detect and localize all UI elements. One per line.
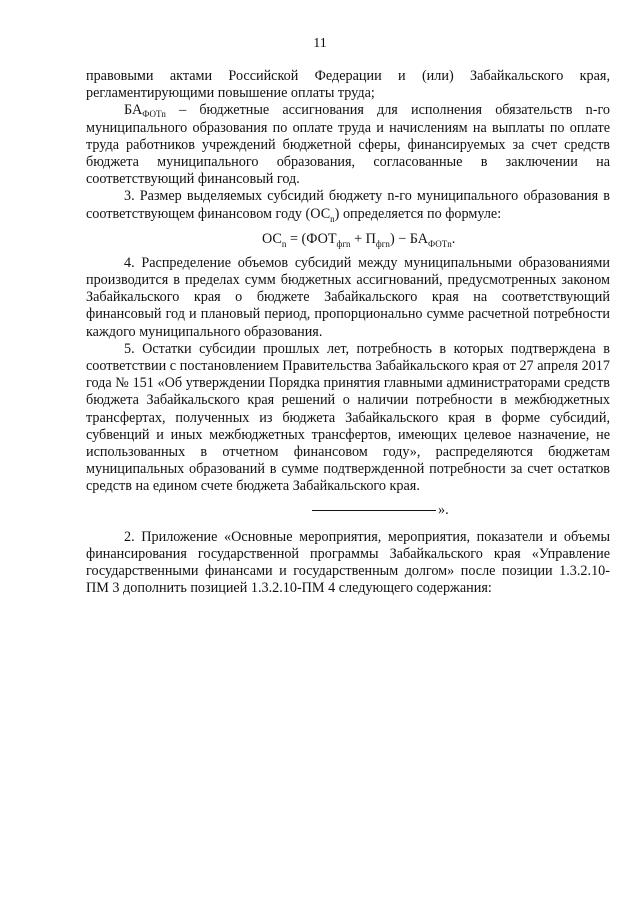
closing-rule [312, 510, 436, 511]
paragraph-item-5: 5. Остатки субсидии прошлых лет, потребность в которых подтверждена в соответствии с постановлением Правительства Забайкальского края от 27 апреля 2017 года № 151 «Об утверждении Порядка принятия главными администраторами средств бюджета Забайкальского края решений о наличии потребности в межбюджетных трансфертах, полученных из бюджета Забайкальского края в форме субсидий, субвенций и иных межбюджетных трансфертов, имеющих целевое назначение, не использованных в отчетном финансовом году», распределяются бюджетам муниципальных образований в сумме подтвержденной потребности за счет остатков средств на едином счете бюджета Забайкальского края. [86, 340, 610, 495]
subsidy-formula [86, 229, 610, 249]
paragraph-continuation: правовыми актами Российской Федерации и (или) Забайкальского края, регламентирующими повышение оплаты труда; [86, 68, 610, 102]
formula-ba-sub: ФОТn [427, 238, 452, 249]
formula-plus: + [350, 230, 366, 247]
page-number: 11 [313, 36, 327, 51]
item-3-text: 3. Размер выделяемых субсидий бюджету n-го муниципального образования в соответствующем финансовом году ( [86, 188, 610, 222]
formula-end: . [451, 230, 456, 247]
closing-quote: ». [438, 501, 449, 518]
formula-oc-sub: n [281, 238, 287, 249]
formula-minus: ) − [389, 230, 410, 247]
oc-symbol: ОС [310, 205, 331, 222]
ba-definition-text: – бюджетные ассигнования для исполнения обязательств n-го муниципального образования по оплате труда и начислениям на выплаты по оплате труда работников учреждений бюджетной сферы, финансируемых за счет средств бюджета муниципального образования, согласованные в заключении на соответствующий финансовый год. [86, 102, 610, 188]
paragraph-point-2: 2. Приложение «Основные мероприятия, мероприятия, показатели и объемы финансирования государственной программы Забайкальского края «Управление государственными финансами и государственным долгом» после позиции 1.3.2.10-ПМ 3 дополнить позицией 1.3.2.10-ПМ 4 следующего содержания: [86, 528, 610, 597]
paragraph-item-3 [86, 188, 610, 222]
formula-eq: = ( [286, 230, 307, 247]
document-body [86, 68, 610, 598]
closing-line [86, 502, 610, 519]
formula-fot: ФОТ [306, 230, 337, 247]
oc-subscript: n [330, 213, 335, 224]
paragraph-item-4: 4. Распределение объемов субсидий между муниципальными образованиями производится в пределах сумм бюджетных ассигнований, предусмотренных законом Забайкальского края о бюджете Забайкальского края на соответствующий финансовый год и плановый период, пропорционально сумме расчетной потребности каждого муниципального образования. [86, 254, 610, 340]
formula-ba: БА [409, 230, 428, 247]
ba-symbol: БА [124, 102, 143, 119]
formula-p-sub: фгn [375, 238, 390, 249]
formula-fot-sub: фгn [336, 238, 351, 249]
formula-oc: ОС [262, 230, 282, 247]
paragraph-ba-definition [86, 102, 610, 188]
formula-p: П [365, 230, 376, 247]
ba-subscript: ФОТn [142, 109, 166, 120]
item-3-tail: ) определяется по формуле: [334, 205, 502, 222]
